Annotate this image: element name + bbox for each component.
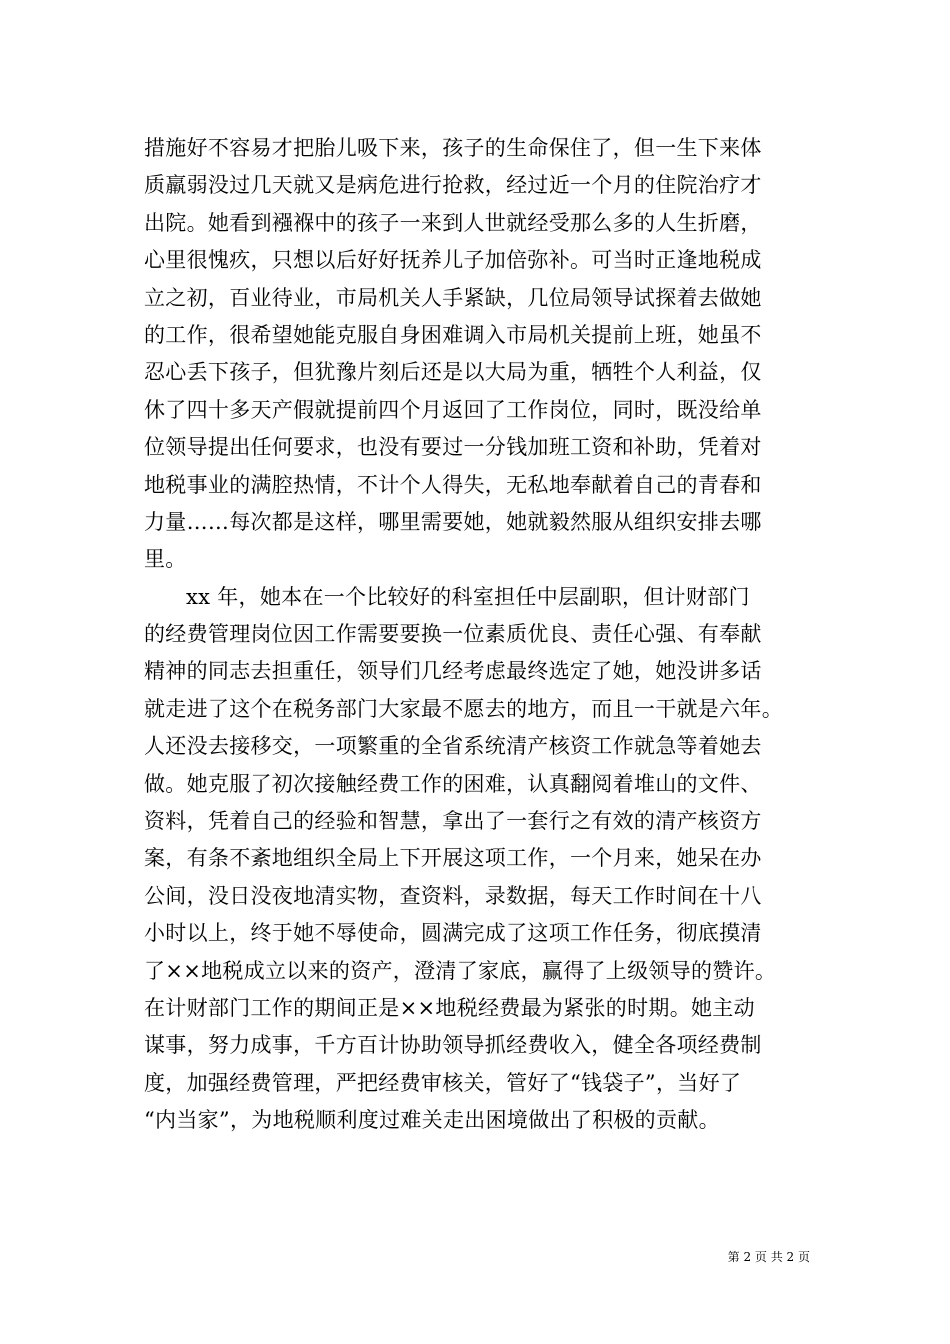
text-line: 出院。她看到襁褓中的孩子一来到人世就经受那么多的人生折磨， bbox=[144, 210, 762, 235]
text-line: 里。 bbox=[144, 547, 187, 572]
text-line: 忍心丢下孩子，但犹豫片刻后还是以大局为重，牺牲个人利益，仅 bbox=[144, 360, 762, 385]
body-text bbox=[144, 130, 824, 1140]
text-line: 小时以上，终于她不辱使命，圆满完成了这项工作任务，彻底摸清 bbox=[144, 921, 762, 946]
text-line: 力量……每次都是这样，哪里需要她，她就毅然服从组织安排去哪 bbox=[144, 509, 762, 534]
text-line: “内当家”，为地税顺利度过难关走出困境做出了积极的贡献。 bbox=[144, 1108, 720, 1133]
text-line: 休了四十多天产假就提前四个月返回了工作岗位，同时，既没给单 bbox=[144, 397, 762, 422]
text-line: 公间，没日没夜地清实物，查资料，录数据，每天工作时间在十八 bbox=[144, 883, 762, 908]
text-line: 人还没去接移交，一项繁重的全省系统清产核资工作就急等着她去 bbox=[144, 734, 762, 759]
text-line: 做。她克服了初次接触经费工作的困难，认真翻阅着堆山的文件、 bbox=[144, 771, 762, 796]
text-line: 了××地税成立以来的资产，澄清了家底，赢得了上级领导的赞许。 bbox=[144, 958, 777, 983]
text-line: 位领导提出任何要求，也没有要过一分钱加班工资和补助，凭着对 bbox=[144, 435, 762, 460]
text-line: 就走进了这个在税务部门大家最不愿去的地方，而且一干就是六年。 bbox=[144, 696, 783, 721]
text-line: 案，有条不紊地组织全局上下开展这项工作，一个月来，她呆在办 bbox=[144, 846, 762, 871]
page-number: 第 2 页 共 2 页 bbox=[727, 1250, 810, 1264]
text-line: 的工作，很希望她能克服自身困难调入市局机关提前上班，她虽不 bbox=[144, 322, 762, 347]
text-line: 精神的同志去担重任，领导们几经考虑最终选定了她，她没讲多话 bbox=[144, 659, 762, 684]
text-line: 的经费管理岗位因工作需要要换一位素质优良、责任心强、有奉献 bbox=[144, 622, 762, 647]
text-line: 谋事，努力成事，千方百计协助领导抓经费收入，健全各项经费制 bbox=[144, 1033, 762, 1058]
text-line: 立之初，百业待业，市局机关人手紧缺，几位局领导试探着去做她 bbox=[144, 285, 762, 310]
text-line: 措施好不容易才把胎儿吸下来，孩子的生命保住了，但一生下来体 bbox=[144, 136, 762, 160]
text-line: 资料，凭着自己的经验和智慧，拿出了一套行之有效的清产核资方 bbox=[144, 809, 762, 834]
text-line: 度，加强经费管理，严把经费审核关，管好了“钱袋子”，当好了 bbox=[144, 1070, 742, 1095]
text-line: 地税事业的满腔热情，不计个人得失，无私地奉献着自己的青春和 bbox=[144, 472, 762, 497]
text-line: 质羸弱没过几天就又是病危进行抢救，经过近一个月的住院治疗才 bbox=[144, 173, 762, 198]
paragraph-start-line: xx 年，她本在一个比较好的科室担任中层副职，但计财部门 bbox=[186, 584, 750, 609]
text-line: 在计财部门工作的期间正是××地税经费最为紧张的时期。她主动 bbox=[144, 995, 755, 1020]
text-line: 心里很愧疚，只想以后好好抚养儿子加倍弥补。可当时正逢地税成 bbox=[144, 248, 762, 273]
